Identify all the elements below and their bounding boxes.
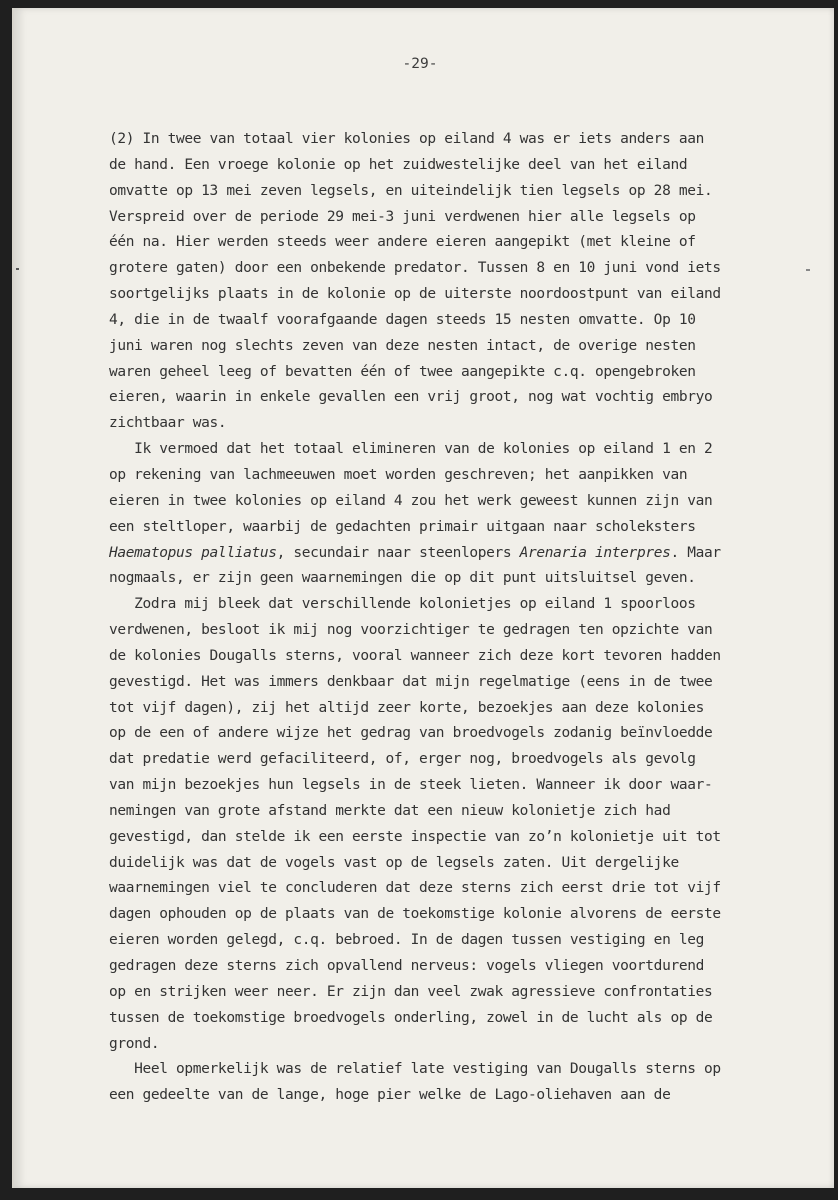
text-line: (2) In twee van totaal vier kolonies op eiland 4 was er iets anders aan	[109, 131, 704, 147]
text-line: waarnemingen viel te concluderen dat deze sterns zich eerst drie tot vijf	[109, 880, 721, 897]
text-line: Verspreid over de periode 29 mei-3 juni verdwenen hier alle legsels op	[109, 208, 696, 225]
text-line: eieren in twee kolonies op eiland 4 zou het werk geweest kunnen zijn van	[109, 492, 713, 509]
text-line: zichtbaar was.	[109, 415, 227, 432]
text-line: juni waren nog slechts zeven van deze nesten intact, de overige nesten	[109, 337, 696, 354]
margin-mark-right	[806, 269, 810, 271]
text-line: tot vijf dagen), zij het altijd zeer korte, bezoekjes aan deze kolonies	[109, 699, 704, 716]
text-line: gevestigd, dan stelde ik een eerste inspectie van zo’n kolonietje uit tot	[109, 828, 721, 845]
text-line-italic: Haematopus palliatus, secundair naar steenlopers Arenaria interpres. Maar	[109, 544, 721, 561]
text-line: dat predatie werd gefaciliteerd, of, erger nog, broedvogels als gevolg	[109, 751, 696, 768]
text-line: Heel opmerkelijk was de relatief late vestiging van Dougalls sterns op	[109, 1061, 721, 1078]
body-text	[109, 127, 734, 1109]
text-line: 4, die in de twaalf voorafgaande dagen steeds 15 nesten omvatte. Op 10	[109, 311, 696, 328]
species-name-2: Arenaria interpres	[519, 544, 671, 561]
text-line: soortgelijks plaats in de kolonie op de uiterste noordoostpunt van eiland	[109, 286, 721, 303]
text-line: gedragen deze sterns zich opvallend nerveus: vogels vliegen voortdurend	[109, 958, 704, 974]
text-line: tussen de toekomstige broedvogels onderling, zowel in de lucht als op de	[109, 1009, 713, 1026]
text-line: de hand. Een vroege kolonie op het zuidwestelijke deel van het eiland	[109, 156, 688, 173]
text-line: grotere gaten) door een onbekende predator. Tussen 8 en 10 juni vond iets	[109, 260, 721, 277]
text-line: eieren, waarin in enkele gevallen een vrij groot, nog wat vochtig embryo	[109, 389, 713, 406]
text-line: een steltloper, waarbij de gedachten primair uitgaan naar scholeksters	[109, 518, 696, 535]
text-line: waren geheel leeg of bevatten één of twee aangepikte c.q. opengebroken	[109, 363, 696, 380]
text-line: een gedeelte van de lange, hoge pier welke de Lago-oliehaven aan de	[109, 1087, 671, 1104]
page-number: -29-	[402, 56, 438, 72]
text-line: op de een of andere wijze het gedrag van broedvogels zodanig beïnvloedde	[109, 725, 713, 742]
text-line: grond.	[109, 1035, 160, 1052]
text-line: op en strijken weer neer. Er zijn dan veel zwak agressieve confrontaties	[109, 983, 713, 1000]
text-line: duidelijk was dat de vogels vast op de legsels zaten. Uit dergelijke	[109, 854, 679, 871]
text-line: nemingen van grote afstand merkte dat een nieuw kolonietje zich had	[109, 802, 671, 819]
text-line: omvatte op 13 mei zeven legsels, en uiteindelijk tien legsels op 28 mei.	[109, 182, 713, 199]
text-line: Ik vermoed dat het totaal elimineren van de kolonies op eiland 1 en 2	[109, 441, 713, 458]
text-line: Zodra mij bleek dat verschillende kolonietjes op eiland 1 spoorloos	[109, 596, 696, 613]
text-line: één na. Hier werden steeds weer andere eieren aangepikt (met kleine of	[109, 234, 696, 251]
text-line: op rekening van lachmeeuwen moet worden geschreven; het aanpikken van	[109, 466, 688, 483]
text-line: van mijn bezoekjes hun legsels in de steek lieten. Wanneer ik door waar-	[109, 777, 713, 794]
text-line: nogmaals, er zijn geen waarnemingen die op dit punt uitsluitsel geven.	[109, 570, 696, 587]
margin-mark-left	[16, 268, 19, 270]
text-line: dagen ophouden op de plaats van de toekomstige kolonie alvorens de eerste	[109, 906, 721, 923]
species-name-1: Haematopus palliatus	[109, 544, 277, 561]
text-line: verdwenen, besloot ik mij nog voorzichtiger te gedragen ten opzichte van	[109, 622, 713, 639]
text-line: de kolonies Dougalls sterns, vooral wanneer zich deze kort tevoren hadden	[109, 647, 721, 664]
text-line: gevestigd. Het was immers denkbaar dat mijn regelmatige (eens in de twee	[109, 673, 713, 690]
text-line: eieren worden gelegd, c.q. bebroed. In de dagen tussen vestiging en leg	[109, 932, 704, 949]
